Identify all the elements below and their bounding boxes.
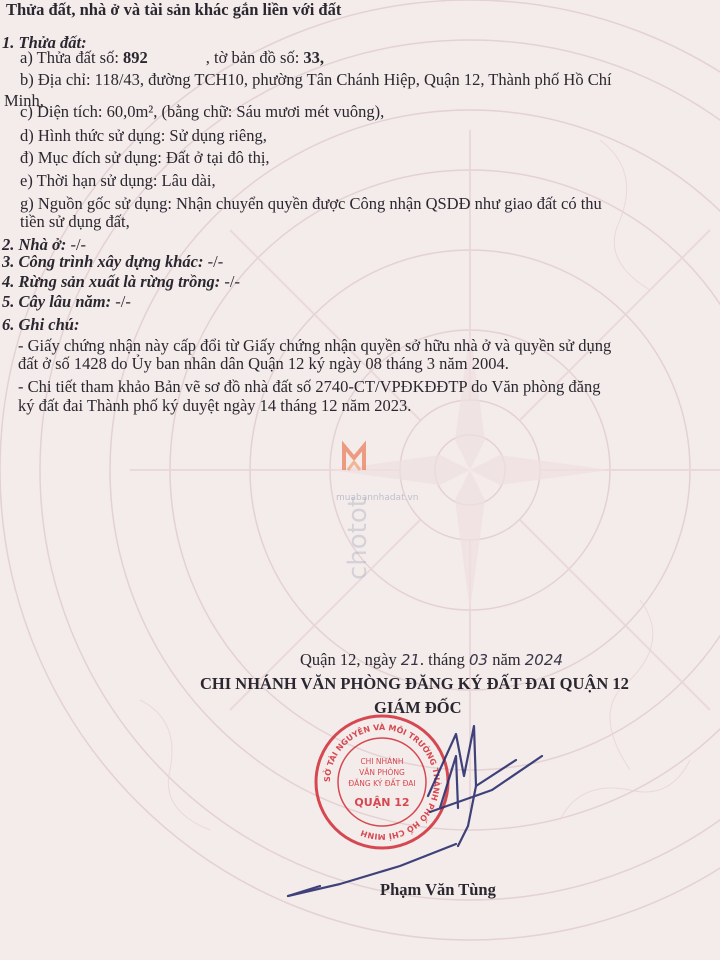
perennial-trees-label: 5. Cây lâu năm:: [2, 292, 112, 311]
issue-date: [300, 650, 563, 670]
parcel-title: 1. Thửa đất:: [2, 33, 87, 52]
area-line: c) Diện tích: 60,0m², (bằng chữ: Sáu mươi mét vuông),: [20, 102, 385, 121]
date-month: 03: [468, 651, 489, 669]
notes-label: 6. Ghi chú:: [2, 315, 80, 334]
parcel-number-label: a) Thửa đất số:: [20, 48, 124, 67]
note-1-line-2: đất ở số 1428 do Ủy ban nhân dân Quận 12 ký ngày 08 tháng 3 năm 2004.: [18, 354, 509, 373]
other-works-label: 3. Công trình xây dựng khác:: [2, 252, 204, 271]
usage-term-line: e) Thời hạn sử dụng: Lâu dài,: [20, 171, 216, 190]
parcel-number-value: 892: [123, 48, 148, 67]
parcel-number-row: [20, 48, 324, 68]
watermark-site-text: muabannhadat.vn: [336, 493, 419, 503]
signer-position: GIÁM ĐỐC: [374, 698, 462, 717]
signer-name: Phạm Văn Tùng: [380, 880, 496, 899]
stamp-ring-text: SỞ TÀI NGUYÊN VÀ MÔI TRƯỜNG THÀNH PHỐ HỒ CHÍ MINH: [322, 722, 442, 842]
map-sheet-label: , tờ bản đồ số:: [205, 48, 304, 67]
forest-value: -/-: [220, 272, 240, 291]
watermark-logo: [336, 440, 456, 590]
note-1-line-1: - Giấy chứng nhận này cấp đổi từ Giấy chứng nhận quyền sở hữu nhà ở và quyền sử dụng: [18, 336, 612, 355]
perennial-trees-value: -/-: [111, 292, 131, 311]
date-day: 21: [400, 651, 420, 669]
origin-line-2: tiền sử dụng đất,: [20, 212, 130, 231]
other-works-row: [2, 252, 223, 272]
other-works-value: -/-: [203, 252, 224, 271]
stamp-line-1: CHI NHÁNH: [360, 757, 404, 766]
date-year-label: năm: [488, 650, 525, 669]
stamp-line-4: QUẬN 12: [354, 796, 410, 809]
date-year: 2024: [524, 651, 563, 669]
usage-form-line: d) Hình thức sử dụng: Sử dụng riêng,: [20, 126, 267, 145]
note-2-line-2: ký đất đai Thành phố ký duyệt ngày 14 tháng 12 năm 2023.: [18, 396, 412, 415]
watermark-brand-text: chotot: [343, 497, 373, 580]
stamp-line-2: VĂN PHÒNG: [359, 768, 405, 777]
house-value: -/-: [66, 235, 87, 254]
forest-row: [2, 272, 240, 292]
perennial-trees-row: [2, 292, 131, 312]
date-month-label: . tháng: [419, 650, 469, 669]
date-prefix: Quận 12, ngày: [300, 650, 401, 669]
forest-label: 4. Rừng sản xuất là rừng trồng:: [2, 272, 221, 291]
stamp-line-3: ĐĂNG KÝ ĐẤT ĐAI: [348, 779, 416, 788]
note-2-line-1: - Chi tiết tham khảo Bản vẽ sơ đồ nhà đất số 2740-CT/VPĐKĐĐTP do Văn phòng đăng: [18, 377, 601, 396]
director-signature: [280, 716, 560, 906]
address-line-1: b) Địa chỉ: 118/43, đường TCH10, phường Tân Chánh Hiệp, Quận 12, Thành phố Hồ Chí: [20, 70, 612, 89]
map-sheet-value: 33,: [303, 48, 325, 67]
usage-purpose-line: đ) Mục đích sử dụng: Đất ở tại đô thị,: [20, 148, 270, 167]
address-line-2: Minh,: [4, 91, 44, 110]
section-heading: Thửa đất, nhà ở và tài sản khác gắn liền với đất: [6, 0, 342, 19]
origin-line-1: g) Nguồn gốc sử dụng: Nhận chuyển quyền được Công nhận QSDĐ như giao đất có thu: [20, 194, 602, 213]
issuing-office: CHI NHÁNH VĂN PHÒNG ĐĂNG KÝ ĐẤT ĐAI QUẬN 12: [200, 674, 629, 693]
house-label: 2. Nhà ở:: [2, 235, 67, 254]
